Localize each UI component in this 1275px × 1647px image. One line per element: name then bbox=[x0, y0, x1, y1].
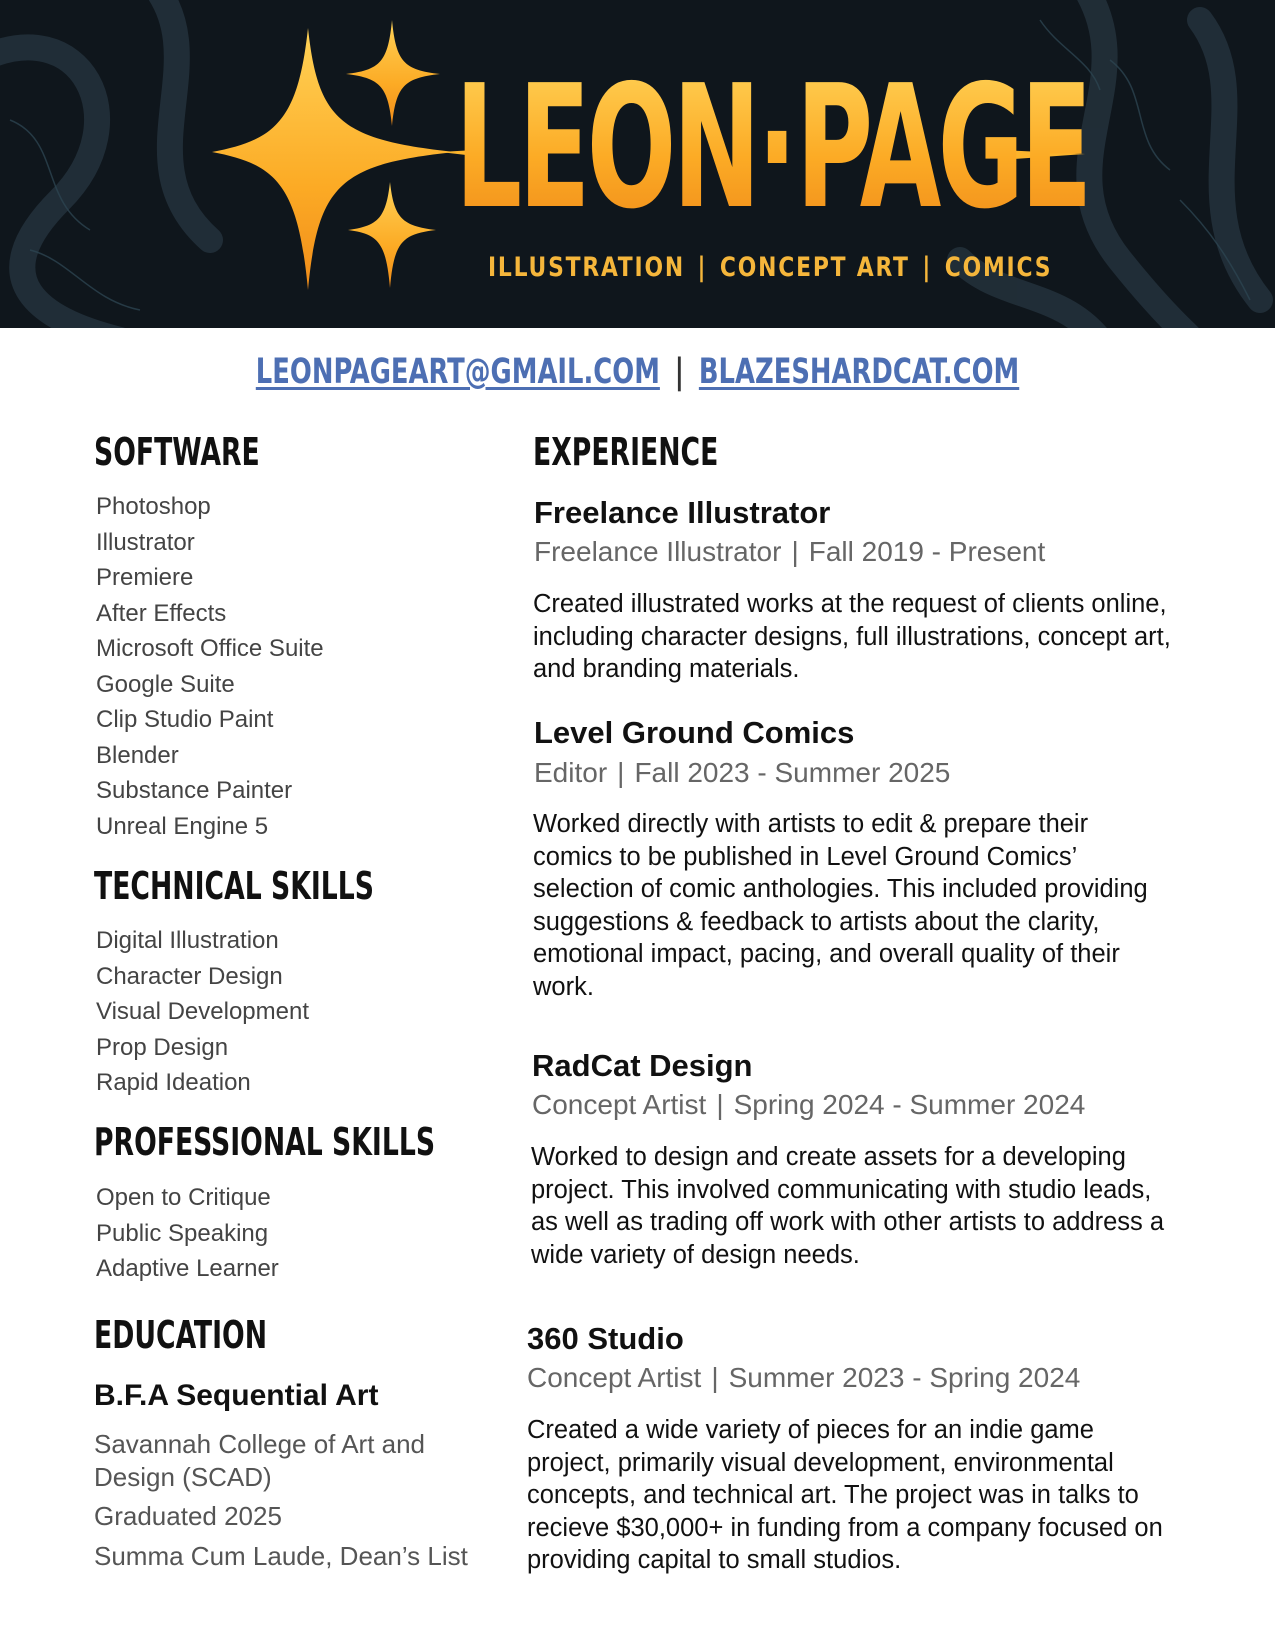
logo-first-name: LEON bbox=[455, 49, 758, 247]
list-item: Google Suite bbox=[96, 670, 235, 698]
job-role: Freelance Illustrator bbox=[534, 536, 782, 567]
list-item: Adaptive Learner bbox=[96, 1255, 279, 1282]
list-item: Prop Design bbox=[96, 1033, 229, 1061]
job-company: 360 Studio bbox=[527, 1321, 684, 1356]
list-item: Character Design bbox=[96, 962, 283, 990]
list-item: After Effects bbox=[96, 599, 227, 627]
job-company: RadCat Design bbox=[532, 1048, 753, 1083]
job-role: Concept Artist bbox=[527, 1362, 702, 1393]
job-meta bbox=[532, 1089, 1085, 1121]
small-star-bottom-icon bbox=[348, 182, 436, 288]
list-item: Photoshop bbox=[96, 493, 211, 520]
job-dates: Spring 2024 - Summer 2024 bbox=[733, 1089, 1086, 1120]
job-meta bbox=[527, 1362, 1080, 1394]
list-item: Public Speaking bbox=[96, 1219, 269, 1247]
tagline-separator: | bbox=[697, 252, 708, 283]
job-separator: | bbox=[711, 1362, 719, 1393]
job-role: Concept Artist bbox=[532, 1089, 707, 1120]
job-dates: Fall 2023 - Summer 2025 bbox=[634, 757, 951, 788]
header-banner bbox=[0, 0, 1275, 328]
education-graduated: Graduated 2025 bbox=[94, 1501, 282, 1531]
software-list bbox=[96, 489, 324, 844]
professional-skills-heading: PROFESSIONAL SKILLS bbox=[94, 1120, 436, 1164]
list-item: Visual Development bbox=[96, 998, 310, 1025]
job-meta bbox=[534, 757, 950, 789]
list-item: Unreal Engine 5 bbox=[96, 812, 269, 840]
list-item: Blender bbox=[96, 741, 179, 769]
big-star-icon bbox=[212, 28, 455, 290]
job-description: Created illustrated works at the request of clients online, including character designs, full illustrations, concept art, and branding materials. bbox=[533, 590, 1171, 683]
contact-separator: | bbox=[674, 352, 685, 392]
job-description: Worked to design and create assets for a developing project. This involved communicating with studio leads, as well as trading off work with other artists to address a wide variety of design needs. bbox=[531, 1143, 1165, 1269]
tagline-comics: COMICS bbox=[944, 252, 1053, 283]
contact-line bbox=[0, 352, 1275, 392]
email-link[interactable]: LEONPAGEART@GMAIL.COM bbox=[255, 352, 660, 392]
website-link[interactable]: BLAZESHARDCAT.COM bbox=[698, 352, 1020, 392]
tagline-separator: | bbox=[922, 252, 933, 283]
list-item: Digital Illustration bbox=[96, 927, 279, 954]
list-item: Clip Studio Paint bbox=[96, 706, 274, 733]
job-meta bbox=[534, 536, 1045, 568]
logo-dot: · bbox=[757, 49, 796, 247]
tagline bbox=[488, 252, 1052, 283]
job-description: Created a wide variety of pieces for an indie game project, primarily visual development, environmental concepts, and technical art. The project was in talks to recieve $30,000+ in funding from a company focused on providing capital to small studios. bbox=[527, 1416, 1163, 1574]
job-company: Freelance Illustrator bbox=[534, 495, 831, 530]
job-company: Level Ground Comics bbox=[534, 715, 855, 750]
list-item: Rapid Ideation bbox=[96, 1069, 251, 1096]
list-item: Substance Painter bbox=[96, 777, 293, 804]
list-item: Open to Critique bbox=[96, 1184, 271, 1211]
job-role: Editor bbox=[534, 757, 608, 788]
experience-heading: EXPERIENCE bbox=[533, 430, 719, 474]
job-separator: | bbox=[791, 536, 799, 567]
job-dates: Fall 2019 - Present bbox=[808, 536, 1046, 567]
professional-skills-list bbox=[96, 1180, 279, 1287]
list-item: Microsoft Office Suite bbox=[96, 635, 324, 662]
job-description: Worked directly with artists to edit & prepare their comics to be published in Level Ground Comics’ selection of comic anthologies. This included providing suggestions & feedback to artists about the clarity, emotional impact, pacing, and overall quality of their work. bbox=[533, 810, 1148, 1001]
list-item: Premiere bbox=[96, 564, 194, 591]
job-separator: | bbox=[617, 757, 625, 788]
education-heading: EDUCATION bbox=[94, 1313, 268, 1357]
tagline-concept-art: CONCEPT ART bbox=[719, 252, 910, 283]
tagline-illustration: ILLUSTRATION bbox=[488, 252, 685, 283]
technical-skills-list bbox=[96, 923, 309, 1101]
education-honors: Summa Cum Laude, Dean’s List bbox=[94, 1541, 468, 1571]
software-heading: SOFTWARE bbox=[94, 430, 260, 474]
technical-skills-heading: TECHNICAL SKILLS bbox=[94, 864, 374, 908]
education-school: Savannah College of Art and Design (SCAD) bbox=[94, 1429, 426, 1492]
list-item: Illustrator bbox=[96, 528, 195, 556]
logo-wordmark bbox=[455, 49, 1089, 247]
job-dates: Summer 2023 - Spring 2024 bbox=[728, 1362, 1081, 1393]
logo-last-name: PAGE bbox=[795, 49, 1089, 247]
small-star-top-icon bbox=[346, 20, 440, 126]
job-separator: | bbox=[716, 1089, 724, 1120]
education-degree: B.F.A Sequential Art bbox=[94, 1379, 379, 1412]
